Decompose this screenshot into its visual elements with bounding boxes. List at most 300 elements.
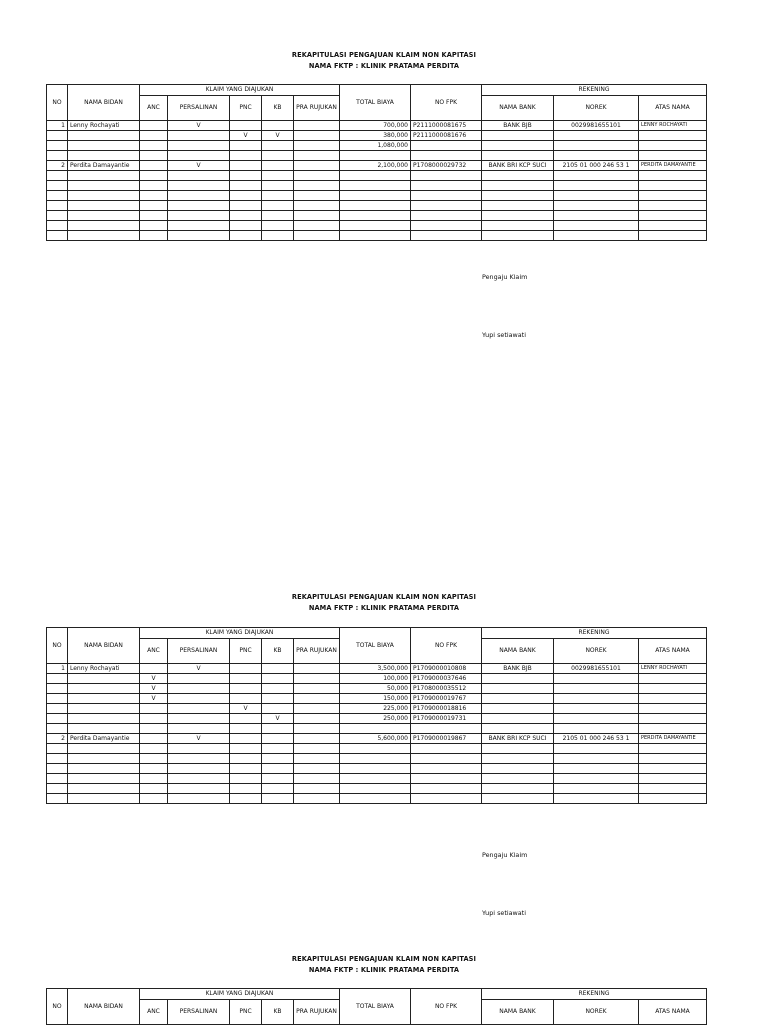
row-persalinan xyxy=(168,754,230,764)
row-nama-bank xyxy=(482,754,554,764)
row-nama-bidan xyxy=(68,201,140,211)
row-pnc xyxy=(230,684,262,694)
row-no xyxy=(47,181,68,191)
col-no-fpk: NO FPK xyxy=(411,628,482,664)
row-no: 1 xyxy=(47,121,68,131)
row-pnc xyxy=(230,151,262,161)
row-anc xyxy=(140,714,168,724)
row-pnc: V xyxy=(230,131,262,141)
row-total-biaya xyxy=(340,181,411,191)
row-pra-rujukan xyxy=(294,784,340,794)
row-total-biaya xyxy=(340,744,411,754)
row-kb xyxy=(262,694,294,704)
col-no: NO xyxy=(47,85,68,121)
row-total-biaya xyxy=(340,221,411,231)
col-atas-nama: ATAS NAMA xyxy=(639,639,707,664)
row-nama-bank xyxy=(482,774,554,784)
row-total-biaya xyxy=(340,784,411,794)
row-total-biaya: 250,000 xyxy=(340,714,411,724)
row-norek xyxy=(554,141,639,151)
row-norek: 0029981655101 xyxy=(554,664,639,674)
row-no xyxy=(47,724,68,734)
row-kb xyxy=(262,674,294,684)
row-total-biaya xyxy=(340,754,411,764)
report-subtitle: NAMA FKTP : KLINIK PRATAMA PERDITA xyxy=(308,604,460,612)
row-kb xyxy=(262,794,294,804)
table-row xyxy=(47,151,707,161)
report-subtitle: NAMA FKTP : KLINIK PRATAMA PERDITA xyxy=(308,62,460,70)
table-row xyxy=(47,784,707,794)
row-persalinan xyxy=(168,694,230,704)
row-pnc xyxy=(230,784,262,794)
col-nama-bidan: NAMA BIDAN xyxy=(68,989,140,1025)
row-pnc xyxy=(230,231,262,241)
row-pnc xyxy=(230,161,262,171)
row-total-biaya xyxy=(340,794,411,804)
row-persalinan xyxy=(168,151,230,161)
row-kb xyxy=(262,734,294,744)
row-no-fpk: P1709000037646 xyxy=(411,674,482,684)
row-persalinan: V xyxy=(168,664,230,674)
row-norek xyxy=(554,191,639,201)
row-atas-nama xyxy=(639,744,707,754)
row-pnc xyxy=(230,694,262,704)
row-pra-rujukan xyxy=(294,151,340,161)
col-total-biaya: TOTAL BIAYA xyxy=(340,628,411,664)
row-pra-rujukan xyxy=(294,734,340,744)
col-kb: KB xyxy=(262,639,294,664)
row-no xyxy=(47,191,68,201)
row-atas-nama xyxy=(639,724,707,734)
row-nama-bidan xyxy=(68,221,140,231)
row-anc xyxy=(140,724,168,734)
col-nama-bank: NAMA BANK xyxy=(482,1000,554,1025)
row-norek: 0029981655101 xyxy=(554,121,639,131)
row-pnc xyxy=(230,201,262,211)
col-atas-nama: ATAS NAMA xyxy=(639,96,707,121)
col-group-rekening: REKENING xyxy=(482,628,707,639)
row-anc xyxy=(140,141,168,151)
row-total-biaya: 100,000 xyxy=(340,674,411,684)
row-no xyxy=(47,714,68,724)
row-persalinan xyxy=(168,171,230,181)
col-anc: ANC xyxy=(140,96,168,121)
row-atas-nama xyxy=(639,211,707,221)
row-pra-rujukan xyxy=(294,201,340,211)
row-no xyxy=(47,704,68,714)
row-anc: V xyxy=(140,684,168,694)
row-norek xyxy=(554,704,639,714)
col-nama-bank: NAMA BANK xyxy=(482,639,554,664)
row-norek xyxy=(554,201,639,211)
table-row xyxy=(47,754,707,764)
row-pnc xyxy=(230,664,262,674)
row-no-fpk xyxy=(411,784,482,794)
row-no-fpk: P1708000035512 xyxy=(411,684,482,694)
row-persalinan xyxy=(168,191,230,201)
row-persalinan xyxy=(168,141,230,151)
row-nama-bidan xyxy=(68,131,140,141)
row-nama-bidan xyxy=(68,171,140,181)
row-no xyxy=(47,151,68,161)
table-row xyxy=(47,674,707,684)
row-kb xyxy=(262,211,294,221)
row-norek xyxy=(554,784,639,794)
row-pra-rujukan xyxy=(294,664,340,674)
col-pnc: PNC xyxy=(230,639,262,664)
table-row xyxy=(47,221,707,231)
row-pnc xyxy=(230,724,262,734)
row-persalinan xyxy=(168,211,230,221)
row-norek xyxy=(554,744,639,754)
row-no: 2 xyxy=(47,734,68,744)
row-atas-nama xyxy=(639,181,707,191)
row-anc xyxy=(140,201,168,211)
row-kb xyxy=(262,141,294,151)
row-nama-bidan xyxy=(68,684,140,694)
row-pra-rujukan xyxy=(294,704,340,714)
row-atas-nama xyxy=(639,694,707,704)
row-persalinan xyxy=(168,131,230,141)
row-no xyxy=(47,231,68,241)
row-no: 2 xyxy=(47,161,68,171)
report-title: REKAPITULASI PENGAJUAN KLAIM NON KAPITASI xyxy=(291,51,477,59)
col-no: NO xyxy=(47,628,68,664)
row-kb xyxy=(262,191,294,201)
row-anc xyxy=(140,784,168,794)
row-persalinan xyxy=(168,674,230,684)
row-pra-rujukan xyxy=(294,714,340,724)
row-pnc: V xyxy=(230,704,262,714)
col-norek: NOREK xyxy=(554,96,639,121)
col-pra-rujukan: PRA RUJUKAN xyxy=(294,1000,340,1025)
table-row xyxy=(47,191,707,201)
row-norek xyxy=(554,211,639,221)
row-no-fpk: P1709000010808 xyxy=(411,664,482,674)
row-pra-rujukan xyxy=(294,754,340,764)
row-kb xyxy=(262,664,294,674)
row-anc xyxy=(140,754,168,764)
row-no-fpk xyxy=(411,794,482,804)
row-atas-nama xyxy=(639,231,707,241)
row-nama-bidan xyxy=(68,191,140,201)
col-nama-bidan: NAMA BIDAN xyxy=(68,628,140,664)
col-group-klaim: KLAIM YANG DIAJUKAN xyxy=(140,85,340,96)
table-row xyxy=(47,201,707,211)
row-pnc xyxy=(230,714,262,724)
row-nama-bidan xyxy=(68,704,140,714)
row-persalinan xyxy=(168,784,230,794)
row-kb xyxy=(262,231,294,241)
row-pra-rujukan xyxy=(294,764,340,774)
col-persalinan: PERSALINAN xyxy=(168,639,230,664)
row-kb xyxy=(262,171,294,181)
table-row xyxy=(47,744,707,754)
row-total-biaya xyxy=(340,211,411,221)
row-kb xyxy=(262,201,294,211)
row-pnc xyxy=(230,744,262,754)
row-nama-bidan xyxy=(68,784,140,794)
row-no-fpk: P1709000019867 xyxy=(411,734,482,744)
row-nama-bidan xyxy=(68,754,140,764)
row-no-fpk xyxy=(411,181,482,191)
table-row xyxy=(47,794,707,804)
col-total-biaya: TOTAL BIAYA xyxy=(340,85,411,121)
row-nama-bidan: Perdita Damayantie xyxy=(68,161,140,171)
row-total-biaya xyxy=(340,171,411,181)
row-anc xyxy=(140,211,168,221)
row-nama-bank xyxy=(482,794,554,804)
row-no xyxy=(47,684,68,694)
col-pra-rujukan: PRA RUJUKAN xyxy=(294,639,340,664)
row-persalinan xyxy=(168,724,230,734)
col-no: NO xyxy=(47,989,68,1025)
row-anc xyxy=(140,221,168,231)
col-no-fpk: NO FPK xyxy=(411,85,482,121)
col-nama-bank: NAMA BANK xyxy=(482,96,554,121)
row-nama-bidan xyxy=(68,231,140,241)
row-persalinan: V xyxy=(168,121,230,131)
row-nama-bidan xyxy=(68,181,140,191)
row-nama-bank xyxy=(482,171,554,181)
row-pra-rujukan xyxy=(294,744,340,754)
row-nama-bidan xyxy=(68,794,140,804)
row-nama-bank xyxy=(482,674,554,684)
row-pra-rujukan xyxy=(294,191,340,201)
row-pnc xyxy=(230,774,262,784)
row-anc xyxy=(140,161,168,171)
signature-name: Yupi setiawati xyxy=(482,909,526,917)
col-kb: KB xyxy=(262,1000,294,1025)
row-anc xyxy=(140,171,168,181)
row-norek xyxy=(554,181,639,191)
row-norek xyxy=(554,764,639,774)
col-no-fpk: NO FPK xyxy=(411,989,482,1025)
table-row xyxy=(47,181,707,191)
row-nama-bank xyxy=(482,744,554,754)
row-nama-bank xyxy=(482,784,554,794)
row-no xyxy=(47,674,68,684)
row-atas-nama: LENNY ROCHAYATI xyxy=(639,664,707,674)
row-pra-rujukan xyxy=(294,231,340,241)
row-no xyxy=(47,141,68,151)
row-kb xyxy=(262,161,294,171)
row-persalinan xyxy=(168,774,230,784)
row-anc xyxy=(140,704,168,714)
row-no: 1 xyxy=(47,664,68,674)
col-anc: ANC xyxy=(140,639,168,664)
row-anc xyxy=(140,734,168,744)
row-atas-nama xyxy=(639,151,707,161)
signature-label: Pengaju Klaim xyxy=(482,851,528,859)
table-row xyxy=(47,734,707,744)
row-no-fpk: P1709000018816 xyxy=(411,704,482,714)
row-norek xyxy=(554,674,639,684)
row-persalinan xyxy=(168,744,230,754)
row-no-fpk: P1708000029732 xyxy=(411,161,482,171)
table-row xyxy=(47,664,707,674)
col-pnc: PNC xyxy=(230,1000,262,1025)
table-row xyxy=(47,774,707,784)
row-nama-bank xyxy=(482,684,554,694)
row-kb xyxy=(262,151,294,161)
row-nama-bank: BANK BJB xyxy=(482,664,554,674)
row-anc xyxy=(140,151,168,161)
row-anc xyxy=(140,764,168,774)
col-pra-rujukan: PRA RUJUKAN xyxy=(294,96,340,121)
row-nama-bidan xyxy=(68,774,140,784)
row-nama-bank xyxy=(482,151,554,161)
row-total-biaya: 225,000 xyxy=(340,704,411,714)
row-norek xyxy=(554,694,639,704)
row-no-fpk xyxy=(411,231,482,241)
row-pra-rujukan xyxy=(294,181,340,191)
row-kb: V xyxy=(262,131,294,141)
row-no-fpk: P1709000019731 xyxy=(411,714,482,724)
row-norek: 2105 01 000 246 53 1 xyxy=(554,734,639,744)
row-anc xyxy=(140,794,168,804)
row-atas-nama xyxy=(639,774,707,784)
row-anc xyxy=(140,191,168,201)
row-no-fpk xyxy=(411,151,482,161)
row-no-fpk xyxy=(411,744,482,754)
row-no-fpk xyxy=(411,221,482,231)
row-no-fpk: P2111000081676 xyxy=(411,131,482,141)
signature-label: Pengaju Klaim xyxy=(482,273,528,281)
row-pnc xyxy=(230,794,262,804)
row-atas-nama xyxy=(639,141,707,151)
row-pnc xyxy=(230,734,262,744)
row-atas-nama xyxy=(639,131,707,141)
report-title: REKAPITULASI PENGAJUAN KLAIM NON KAPITASI xyxy=(291,593,477,601)
row-norek xyxy=(554,131,639,141)
row-pra-rujukan xyxy=(294,121,340,131)
row-atas-nama xyxy=(639,764,707,774)
row-anc: V xyxy=(140,694,168,704)
row-pnc xyxy=(230,181,262,191)
row-no-fpk xyxy=(411,141,482,151)
row-kb xyxy=(262,181,294,191)
row-nama-bidan xyxy=(68,764,140,774)
row-persalinan: V xyxy=(168,161,230,171)
row-atas-nama: PERDITA DAMAYANTIE xyxy=(639,734,707,744)
row-total-biaya: 3,500,000 xyxy=(340,664,411,674)
col-group-rekening: REKENING xyxy=(482,85,707,96)
row-atas-nama xyxy=(639,201,707,211)
row-atas-nama: LENNY ROCHAYATI xyxy=(639,121,707,131)
row-nama-bank xyxy=(482,181,554,191)
row-pra-rujukan xyxy=(294,171,340,181)
table-row xyxy=(47,764,707,774)
row-persalinan xyxy=(168,221,230,231)
col-persalinan: PERSALINAN xyxy=(168,1000,230,1025)
table-row xyxy=(47,724,707,734)
table-row xyxy=(47,161,707,171)
row-anc: V xyxy=(140,674,168,684)
row-nama-bank xyxy=(482,724,554,734)
row-nama-bank xyxy=(482,211,554,221)
col-kb: KB xyxy=(262,96,294,121)
row-atas-nama xyxy=(639,784,707,794)
row-persalinan xyxy=(168,201,230,211)
table-row xyxy=(47,694,707,704)
row-anc xyxy=(140,744,168,754)
row-no-fpk xyxy=(411,724,482,734)
row-pra-rujukan xyxy=(294,794,340,804)
row-pra-rujukan xyxy=(294,674,340,684)
row-persalinan xyxy=(168,714,230,724)
signature-name: Yupi setiawati xyxy=(482,331,526,339)
col-anc: ANC xyxy=(140,1000,168,1025)
claim-table xyxy=(46,988,707,1025)
row-nama-bank xyxy=(482,714,554,724)
row-no xyxy=(47,221,68,231)
row-nama-bank xyxy=(482,704,554,714)
row-pnc xyxy=(230,171,262,181)
row-total-biaya xyxy=(340,231,411,241)
row-pra-rujukan xyxy=(294,221,340,231)
row-nama-bank xyxy=(482,191,554,201)
table-row xyxy=(47,704,707,714)
row-norek xyxy=(554,151,639,161)
row-no-fpk xyxy=(411,201,482,211)
row-anc xyxy=(140,121,168,131)
row-no-fpk xyxy=(411,754,482,764)
row-no xyxy=(47,171,68,181)
row-kb xyxy=(262,744,294,754)
row-nama-bidan xyxy=(68,211,140,221)
row-anc xyxy=(140,131,168,141)
col-norek: NOREK xyxy=(554,1000,639,1025)
row-nama-bidan xyxy=(68,724,140,734)
row-no xyxy=(47,754,68,764)
table-row xyxy=(47,211,707,221)
row-total-biaya xyxy=(340,191,411,201)
row-no xyxy=(47,131,68,141)
row-nama-bank xyxy=(482,694,554,704)
row-pnc xyxy=(230,211,262,221)
table-row xyxy=(47,141,707,151)
row-pnc xyxy=(230,121,262,131)
row-nama-bidan xyxy=(68,744,140,754)
col-atas-nama: ATAS NAMA xyxy=(639,1000,707,1025)
row-kb: V xyxy=(262,714,294,724)
table-row xyxy=(47,171,707,181)
row-kb xyxy=(262,684,294,694)
row-persalinan: V xyxy=(168,734,230,744)
row-nama-bank: BANK BRI KCP SUCI xyxy=(482,734,554,744)
row-anc xyxy=(140,181,168,191)
row-nama-bank: BANK BRI KCP SUCI xyxy=(482,161,554,171)
row-atas-nama xyxy=(639,794,707,804)
col-group-rekening: REKENING xyxy=(482,989,707,1000)
row-kb xyxy=(262,221,294,231)
row-pnc xyxy=(230,674,262,684)
row-total-biaya: 1,080,000 xyxy=(340,141,411,151)
row-pnc xyxy=(230,191,262,201)
row-pnc xyxy=(230,221,262,231)
row-nama-bidan xyxy=(68,141,140,151)
row-total-biaya: 380,000 xyxy=(340,131,411,141)
row-no-fpk xyxy=(411,211,482,221)
row-total-biaya xyxy=(340,724,411,734)
table-row xyxy=(47,131,707,141)
row-kb xyxy=(262,121,294,131)
col-nama-bidan: NAMA BIDAN xyxy=(68,85,140,121)
row-norek xyxy=(554,221,639,231)
row-pnc xyxy=(230,141,262,151)
col-persalinan: PERSALINAN xyxy=(168,96,230,121)
